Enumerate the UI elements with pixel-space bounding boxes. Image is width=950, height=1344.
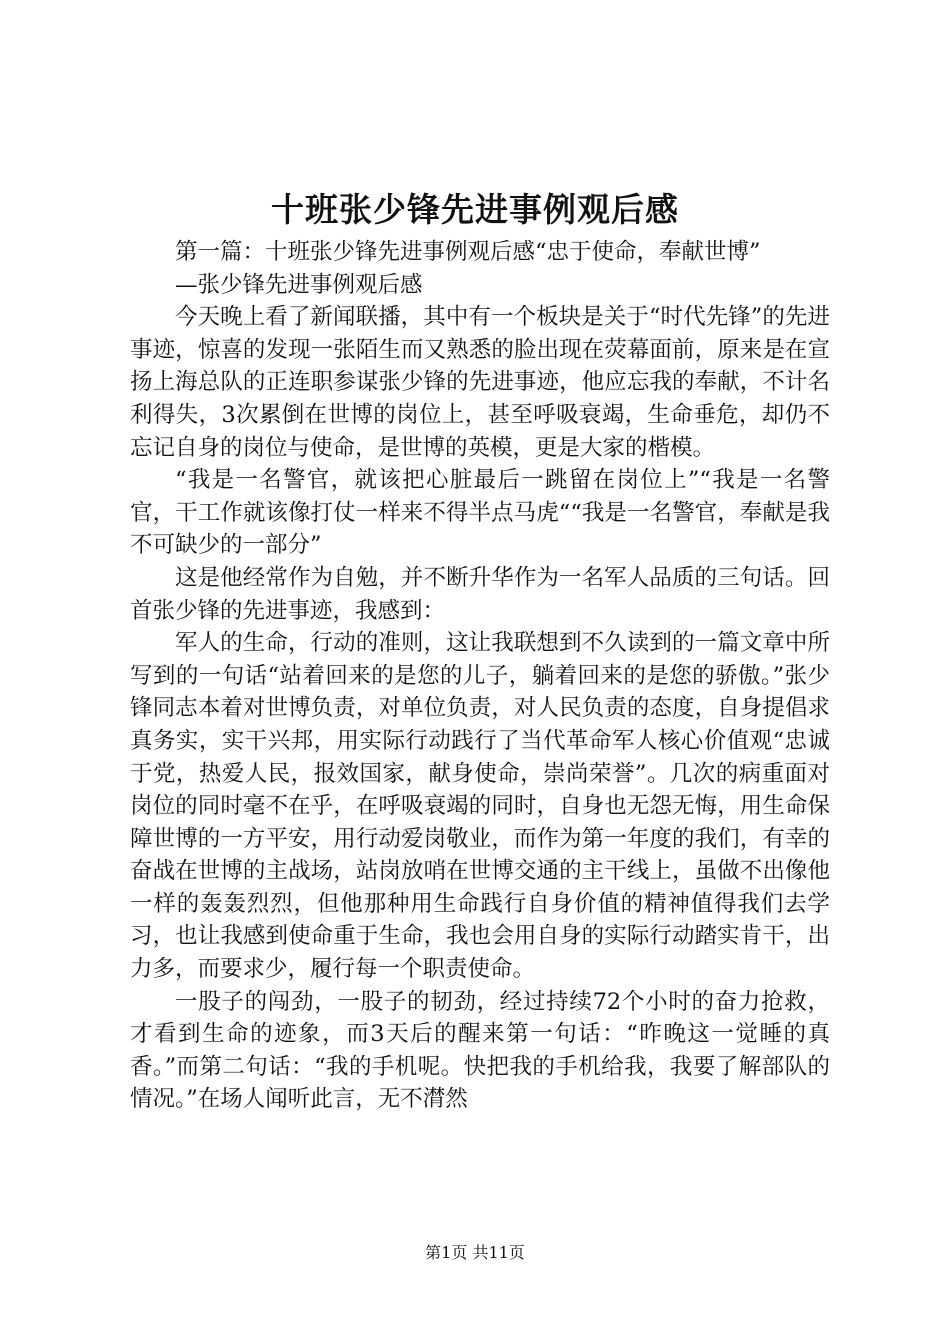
paragraph-2: —张少锋先进事例观后感 (175, 271, 423, 298)
paragraph-7: 一股子的闯劲，一股子的韧劲，经过持续72个小时的奋力抢救，才看到生命的迹象，而3天后的醒来第一句话：“昨晚这一觉睡的真香。”而第二句话：“我的手机呢。快把我的手机给我，我要了解部队的情况。”在场人闻听此言，无不潸然 (130, 988, 830, 1113)
paragraph-5: 这是他经常作为自勉，并不断升华作为一名军人品质的三句话。回首张少锋的先进事迹，我感到： (130, 564, 830, 624)
document-body (130, 236, 830, 1116)
paragraph-3: 今天晚上看了新闻联播，其中有一个板块是关于“时代先锋”的先进事迹，惊喜的发现一张陌生而又熟悉的脸出现在荧幕面前，原来是在宣扬上海总队的正连职参谋张少锋的先进事迹，他应忘我的奉献，不计名利得失，3次累倒在世博的岗位上，甚至呼吸衰竭，生命垂危，却仍不忘记自身的岗位与使命，是世博的英模，更是大家的楷模。 (130, 304, 830, 461)
page-footer: 第1页 共11页 (425, 1243, 525, 1262)
paragraph-4: “我是一名警官，就该把心脏最后一跳留在岗位上”“我是一名警官，干工作就该像打仗一样来不得半点马虎““我是一名警官，奉献是我不可缺少的一部分” (130, 467, 830, 559)
paragraph-1: 第一篇：十班张少锋先进事例观后感“忠于使命，奉献世博” (175, 239, 761, 265)
document-title: 十班张少锋先进事例观后感 (271, 190, 679, 229)
paragraph-6: 军人的生命，行动的准则，这让我联想到不久读到的一篇文章中所写到的一句话“站着回来的是您的儿子，躺着回来的是您的骄傲。”张少锋同志本着对世博负责，对单位负责，对人民负责的态度，自身提倡求真务实，实干兴邦，用实际行动践行了当代革命军人核心价值观“忠诚于党，热爱人民，报效国家，献身使命，崇尚荣誉”。几次的病重面对岗位的同时毫不在乎，在呼吸衰竭的同时，自身也无怨无悔，用生命保障世博的一方平安，用行动爱岗敬业，而作为第一年度的我们，有幸的奋战在世博的主战场，站岗放哨在世博交通的主干线上，虽做不出像他一样的轰轰烈烈，但他那种用生命践行自身价值的精神值得我们去学习，也让我感到使命重于生命，我也会用自身的实际行动踏实肯干，出力多，而要求少，履行每一个职责使命。 (130, 630, 830, 983)
